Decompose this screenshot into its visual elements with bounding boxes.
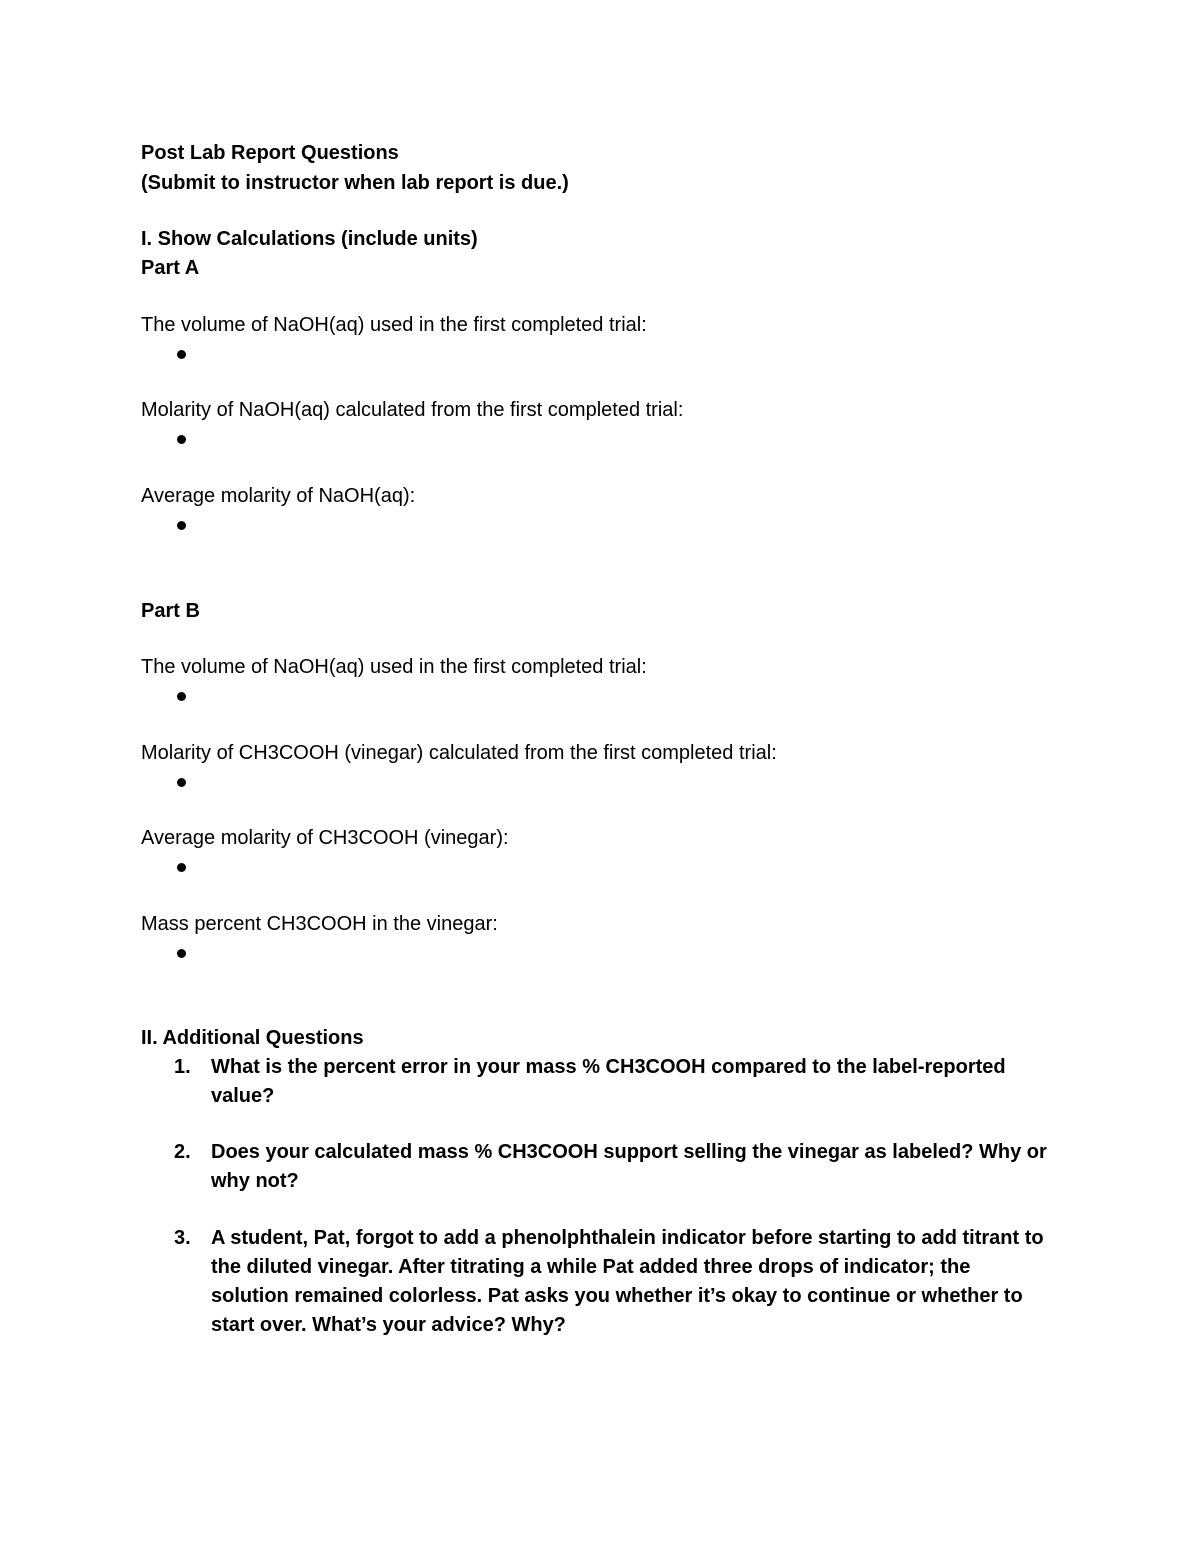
- part-a-heading: Part A: [141, 257, 200, 279]
- section-1-heading: I. Show Calculations (include units): [141, 228, 478, 250]
- answer-bullet: [177, 350, 186, 359]
- part-a-item-2: Molarity of NaOH(aq) calculated from the first completed trial:: [141, 399, 684, 421]
- answer-bullet: [177, 435, 186, 444]
- answer-bullet: [177, 778, 186, 787]
- section-2-heading: II. Additional Questions: [141, 1027, 364, 1049]
- part-a-item-3: Average molarity of NaOH(aq):: [141, 485, 416, 507]
- part-a-item-1: The volume of NaOH(aq) used in the first completed trial:: [141, 314, 647, 336]
- question-2-text: Does your calculated mass % CH3COOH support selling the vinegar as labeled? Why or why not?: [211, 1141, 1047, 1192]
- answer-bullet: [177, 692, 186, 701]
- question-3-number: 3.: [174, 1227, 191, 1249]
- question-3-text: A student, Pat, forgot to add a phenolphthalein indicator before starting to add titrant to the diluted vinegar. After titrating a while Pat added three drops of indicator; the solution remained colorless. Pat asks you whether it’s okay to continue or whether to start over. What’s your advice? Why?: [211, 1227, 1044, 1336]
- answer-bullet: [177, 863, 186, 872]
- answer-bullet: [177, 521, 186, 530]
- document-subtitle: (Submit to instructor when lab report is due.): [141, 172, 569, 194]
- question-2-number: 2.: [174, 1141, 191, 1163]
- part-b-item-1: The volume of NaOH(aq) used in the first completed trial:: [141, 656, 647, 678]
- part-b-item-4: Mass percent CH3COOH in the vinegar:: [141, 913, 498, 935]
- question-1-number: 1.: [174, 1056, 191, 1078]
- answer-bullet: [177, 949, 186, 958]
- part-b-item-2: Molarity of CH3COOH (vinegar) calculated from the first completed trial:: [141, 742, 777, 764]
- question-1-text: What is the percent error in your mass % CH3COOH compared to the label-reported value?: [211, 1056, 1006, 1107]
- part-b-heading: Part B: [141, 600, 200, 622]
- document-title: Post Lab Report Questions: [141, 142, 399, 164]
- part-b-item-3: Average molarity of CH3COOH (vinegar):: [141, 827, 509, 849]
